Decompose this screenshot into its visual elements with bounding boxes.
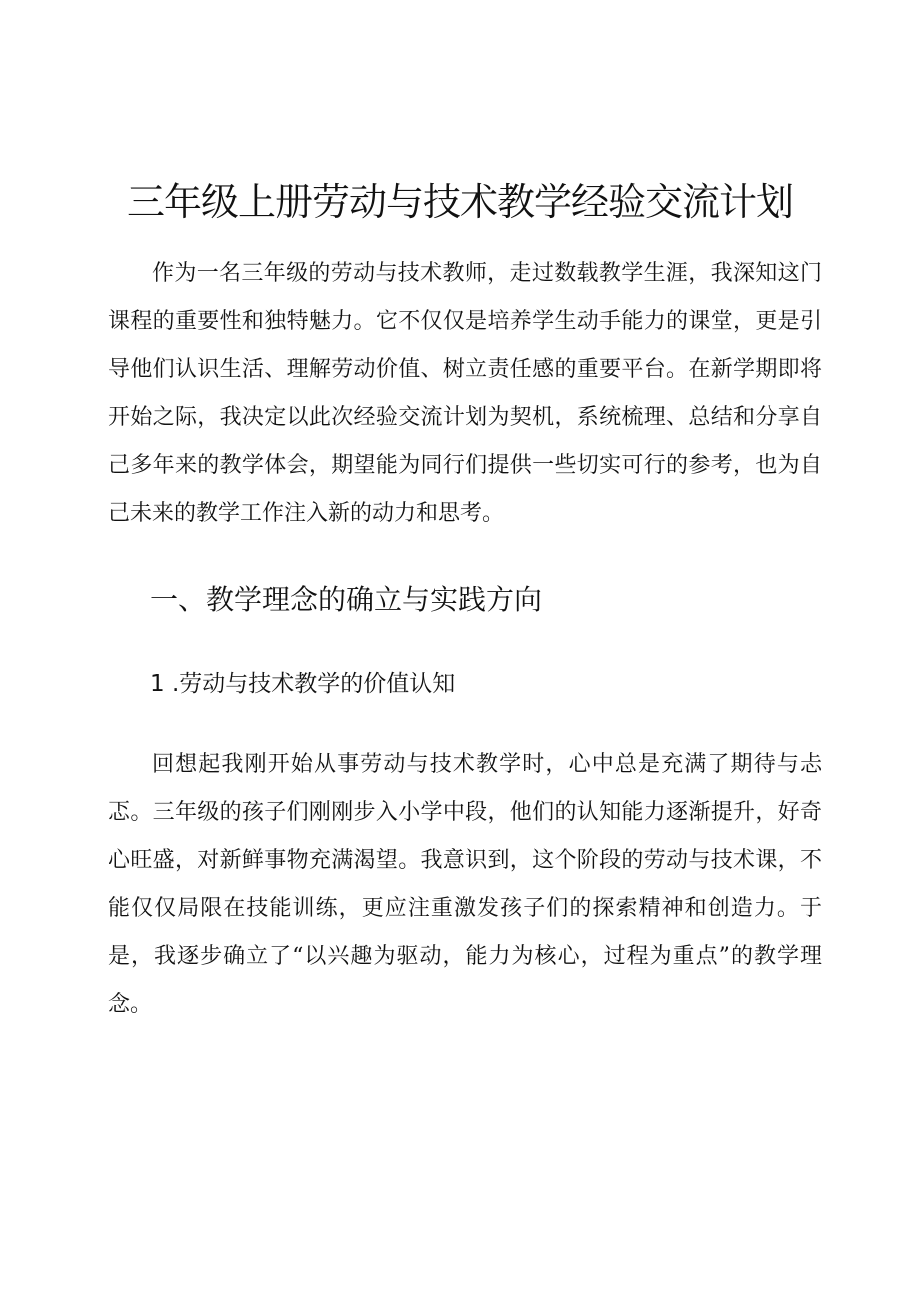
subsection-heading: 1 .劳动与技术教学的价值认知 bbox=[150, 671, 456, 697]
intro-paragraph: 作为一名三年级的劳动与技术教师，走过数载教学生涯，我深知这门课程的重要性和独特魅力。它不仅仅是培养学生动手能力的课堂，更是引导他们认识生活、理解劳动价值、树立责任感的重要平台。在新学期即将开始之际，我决定以此次经验交流计划为契机，系统梳理、总结和分享自己多年来的教学体会，期望能为同行们提供一些切实可行的参考，也为自己未来的教学工作注入新的动力和思考。 bbox=[108, 261, 822, 526]
section-heading: 一、教学理念的确立与实践方向 bbox=[150, 583, 543, 616]
subsection-paragraph: 回想起我刚开始从事劳动与技术教学时，心中总是充满了期待与忐忑。三年级的孩子们刚刚步入小学中段，他们的认知能力逐渐提升，好奇心旺盛，对新鲜事物充满渴望。我意识到，这个阶段的劳动与技术课，不能仅仅局限在技能训练，更应注重激发孩子们的探索精神和创造力。于是，我逐步确立了“以兴趣为驱动，能力为核心，过程为重点”的教学理念。 bbox=[108, 752, 822, 1017]
document-title: 三年级上册劳动与技术教学经验交流计划 bbox=[126, 180, 793, 224]
